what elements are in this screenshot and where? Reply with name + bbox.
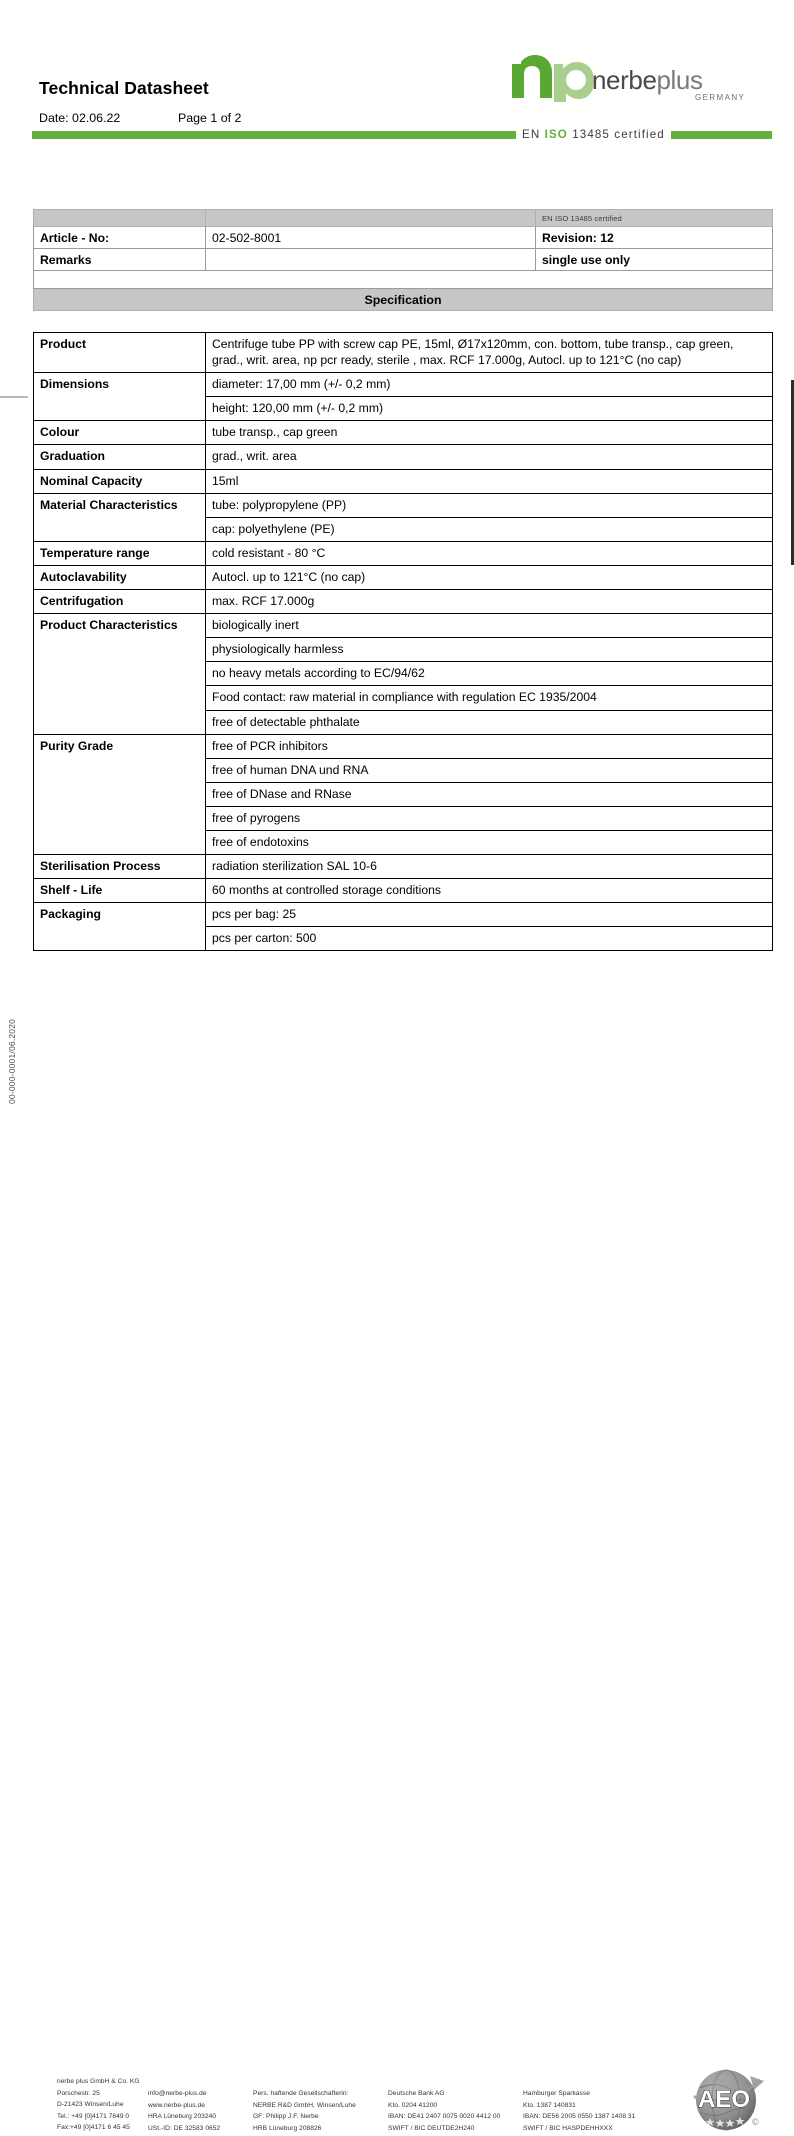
np-monogram-icon [510,52,594,102]
footer-line: www.nerbe-plus.de [148,2101,205,2109]
spec-key-5: Material Characteristics [34,493,206,541]
footer-line: D-21423 Winsen/Luhe [57,2101,124,2109]
table-row [34,289,773,311]
footer-line: Pers. haftende Gesellschafterin: [253,2090,349,2097]
table-row [34,590,773,614]
specification-section-title: Specification [34,289,773,311]
spec-key-11: Sterilisation Process [34,855,206,879]
spec-value-4-0: 15ml [206,469,773,493]
info-header-blank-1 [34,210,206,227]
table-row [34,373,773,397]
spec-key-1: Dimensions [34,373,206,421]
page-footer [0,1034,794,2132]
page-title: Technical Datasheet [39,78,209,98]
spec-value-13-1: pcs per carton: 500 [206,927,773,951]
iso-prefix: EN [522,128,545,141]
table-row [34,469,773,493]
footer-line: GF: Philipp J.F. Nerbe [253,2113,319,2121]
spec-key-3: Graduation [34,445,206,469]
spec-value-7-0: Autocl. up to 121°C (no cap) [206,565,773,589]
footer-line: info@nerbe-plus.de [148,2090,207,2097]
footer-contact-details [148,2088,220,2134]
spec-value-13-0: pcs per bag: 25 [206,903,773,927]
spec-value-2-0: tube transp., cap green [206,421,773,445]
svg-text:©: © [752,2117,759,2127]
spec-key-8: Centrifugation [34,590,206,614]
info-header-blank-2 [206,210,536,227]
spec-key-10: Purity Grade [34,734,206,854]
article-no-label: Article - No: [34,227,206,249]
table-row [34,445,773,469]
table-row [34,855,773,879]
footer-company-address [57,2076,140,2134]
footer-bank-sparkasse [523,2088,635,2134]
page-edge-mark-left [0,396,28,398]
svg-text:AEO: AEO [697,2086,751,2113]
spec-value-10-0: free of PCR inhibitors [206,734,773,758]
aeo-certification-icon [686,2060,772,2136]
info-header-iso-note: EN ISO 13485 certified [536,210,773,227]
table-row [34,734,773,758]
footer-line: SWIFT / BIC DEUTDE2H240 [388,2124,475,2132]
spec-key-12: Shelf - Life [34,879,206,903]
logo-word-nerbe: nerbe [592,65,657,95]
footer-line: HRA Lüneburg 203240 [148,2113,217,2121]
spec-key-2: Colour [34,421,206,445]
page-number: Page 1 of 2 [178,111,242,125]
remarks-label: Remarks [34,249,206,271]
spec-value-9-1: physiologically harmless [206,638,773,662]
single-use-note: single use only [536,249,773,271]
spec-value-9-4: free of detectable phthalate [206,710,773,734]
spec-value-1-1: height: 120,00 mm (+/- 0,2 mm) [206,397,773,421]
footer-line: IBAN: DE56 2005 0550 1387 1408 31 [523,2113,636,2121]
spec-value-12-0: 60 months at controlled storage conditions [206,879,773,903]
spec-value-11-0: radiation sterilization SAL 10-6 [206,855,773,879]
spacer-cell [34,271,773,289]
footer-bank-deutsche [388,2088,500,2134]
iso-strong: ISO [544,128,568,141]
spec-value-9-0: biologically inert [206,614,773,638]
spec-value-1-0: diameter: 17,00 mm (+/- 0,2 mm) [206,373,773,397]
footer-line: Fax:+49 [0]4171 6 45 45 [57,2124,130,2132]
spec-key-6: Temperature range [34,541,206,565]
spec-value-9-2: no heavy metals according to EC/94/62 [206,662,773,686]
document-date: Date: 02.06.22 [39,111,121,125]
footer-line: HRB Lüneburg 208826 [253,2124,322,2132]
table-row [34,333,773,373]
revision-value: Revision: 12 [536,227,773,249]
iso-suffix: 13485 certified [567,128,665,141]
specification-table [33,332,773,951]
spec-value-5-0: tube: polypropylene (PP) [206,493,773,517]
footer-line: Porschestr. 25 [57,2089,100,2097]
article-info-table [33,209,773,311]
spec-value-10-4: free of endotoxins [206,830,773,854]
footer-partner-details [253,2088,356,2134]
document-code-vertical: 00-000-0001/06.2020 [7,1018,17,1104]
spec-value-0-0: Centrifuge tube PP with screw cap PE, 15ml, Ø17x120mm, con. bottom, tube transp., cap green, grad., writ. area, np pcr ready, sterile , max. RCF 17.000g, Autocl. up to 121°C (no cap) [206,333,773,373]
footer-line: Kto. 0204 41200 [388,2101,438,2109]
logo-word-plus: plus [656,65,703,95]
spec-value-3-0: grad., writ. area [206,445,773,469]
table-row [34,565,773,589]
table-row [34,541,773,565]
table-row-spacer [34,271,773,289]
spec-value-6-0: cold resistant - 80 °C [206,541,773,565]
logo-wordmark [592,65,703,96]
company-logo [510,52,746,104]
footer-line: Tel.: +49 [0]4171 7849 0 [57,2112,130,2120]
footer-line: NERBE R&D GmbH, Winsen/Luhe [253,2101,356,2109]
table-row [34,227,773,249]
iso-certification-banner [516,127,671,143]
spec-value-5-1: cap: polyethylene (PE) [206,517,773,541]
spec-value-9-3: Food contact: raw material in compliance with regulation EC 1935/2004 [206,686,773,710]
table-row [34,879,773,903]
spec-key-9: Product Characteristics [34,614,206,734]
footer-line: Kto. 1387 140831 [523,2101,576,2109]
table-row [34,614,773,638]
spec-key-4: Nominal Capacity [34,469,206,493]
footer-line: Hamburger Sparkasse [523,2090,590,2097]
footer-line: IBAN: DE41 2407 0075 0020 4412 00 [388,2113,501,2121]
logo-country-label: GERMANY [695,93,746,102]
spec-value-10-1: free of human DNA und RNA [206,758,773,782]
article-no-value: 02-502-8001 [206,227,536,249]
remarks-value [206,249,536,271]
footer-line: nerbe plus GmbH & Co. KG [57,2078,140,2085]
footer-line: USt.-ID: DE 32583 0652 [148,2124,221,2132]
spec-key-7: Autoclavability [34,565,206,589]
footer-line: Deutsche Bank AG [388,2090,445,2097]
table-row [34,210,773,227]
spec-value-10-2: free of DNase and RNase [206,782,773,806]
spec-value-10-3: free of pyrogens [206,806,773,830]
spec-key-13: Packaging [34,903,206,951]
table-row [34,903,773,927]
footer-line: SWIFT / BIC HASPDEHHXXX [523,2124,613,2132]
table-row [34,493,773,517]
table-row [34,249,773,271]
table-row [34,421,773,445]
spec-value-8-0: max. RCF 17.000g [206,590,773,614]
spec-key-0: Product [34,333,206,373]
